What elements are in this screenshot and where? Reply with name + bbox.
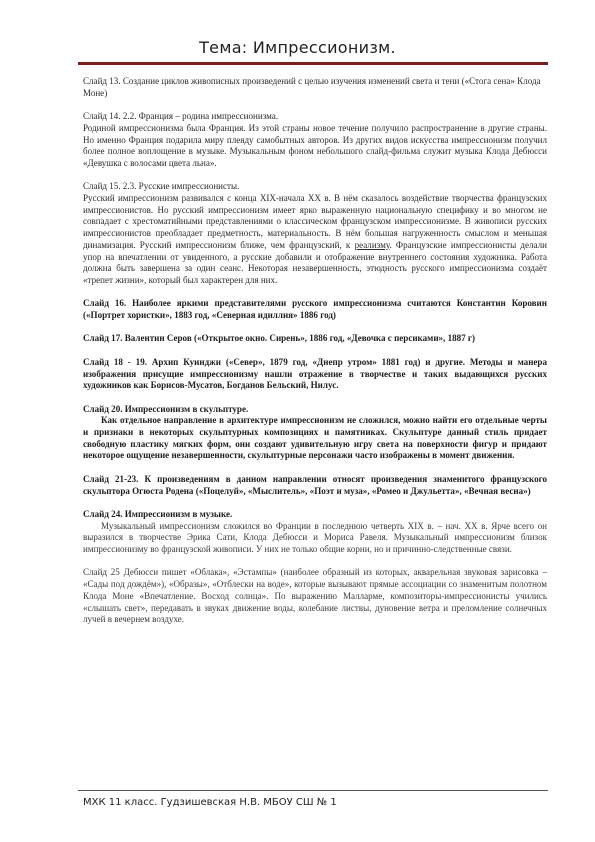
slide-15-body [83, 193, 547, 287]
slide-21-text: Слайд 21-23. К произведениям в данном направлении относят произведения знаменитого французского скульптора Огюста Родена («Поцелуй», «Мыслитель», «Поэт и муза», «Ромео и Джульетта», «Вечная весна») [83, 473, 547, 496]
footer-rule [78, 790, 548, 791]
slide-14-body: Родиной импрессионизма была Франция. Из этой страны новое течение получило распространение в другие страны. Но именно Франция подарила миру плеяду самобытных авторов. Из других видов искусства импрессионизм получил более полное воплощение в музыке. Музыкальным фоном небольшого слайд-фильма служит музыка Клода Дебюсси «Девушка с волосами цвета льна». [83, 122, 547, 168]
slide-15-body-part2: . Французские импрессионисты делали упор на впечатлении от увиденного, а русские добавили и отображение внутреннего состояния художника. Работа должна быть завершена за один сеанс. Некоторая незавершенность, этюдность русского импрессионизма создаёт «трепет жизни», который был характерен для них. [83, 239, 547, 285]
document-body [83, 76, 547, 626]
slide-16-text: Слайд 16. Наиболее яркими представителями русского импрессионизма считаются Константин Коровин («Портрет хористки», 1883 год, «Северная идиллия» 1886 год) [83, 298, 547, 321]
realism-link[interactable]: реализму [354, 239, 390, 250]
slide-13-text: Слайд 13. Создание циклов живописных произведений с целью изучения изменений света и тени («Стога сена» Клода Моне) [83, 76, 541, 98]
slide-24-heading: Слайд 24. Импрессионизм в музыке. [83, 508, 233, 519]
slide-15-heading: Слайд 15. 2.3. Русские импрессионисты. [83, 181, 240, 192]
slide-25-text: Слайд 25 Дебюсси пишет «Облака», «Эстампы» (наиболее образный из которых, акварельная звуковая зарисовка – «Сады под дождём»), «Образы», «Отблески на воде», которые вызывают прямые ассоциации со знаменитым полотном Клода Моне «Впечатление. Восход солнца». По выражению Малларме, композиторы-импрессионисты учились «слышать свет», передавать в звуках движение воды, колебание листвы, дуновение ветра и преломление солнечных лучей в вечернем воздухе. [83, 567, 547, 625]
page-title: Тема: Импрессионизм. [199, 38, 396, 57]
slide-14-heading: Слайд 14. 2.2. Франция – родина импрессионизма. [83, 111, 279, 122]
slide-17-text: Слайд 17. Валентин Серов («Открытое окно. Сирень», 1886 год, «Девочка с персиками», 1887 г) [83, 333, 476, 344]
slide-18-text: Слайд 18 - 19. Архип Куинджи («Север», 1879 год, «Днепр утром» 1881 год) и другие. Методы и манера изображения присущие импрессионизму нашли отражение в творчестве и таких выдающихся русских художников как Борисов-Мусатов, Богданов Бельский, Нилус. [83, 356, 547, 391]
slide-24-body: Музыкальный импрессионизм сложился во Франции в последнюю четверть XIX в. – нач. XX в. Ярче всего он выразился в творчестве Эрика Сати, Клода Дебюсси и Мориса Равеля. Музыкальный импрессионизм близок импрессионизму во французской живописи. У них не только общие корни, но и причинно-следственные связи. [83, 520, 547, 554]
footer-text: МХК 11 класс. Гудзишевская Н.В. МБОУ СШ № 1 [83, 797, 337, 808]
slide-15-body-part1: Русский импрессионизм развивался с конца XIX-начала XX в. В нём сказалось воздействие творчества французских импрессионистов. Но русский импрессионизм имеет ярко выраженную национальную специфику и во многом не совпадает с хрестоматийными представлениями о классическом французском импрессионизме. В живописи русских импрессионистов преобладает предметность, материальность. В нём большая нагруженность смыслом и меньшая динамизация. Русский импрессионизм ближе, чем французский, к [83, 193, 547, 250]
header-rule [78, 62, 548, 65]
slide-20-body: Как отдельное направление в архитектуре импрессионизм не сложился, можно найти его отдельные черты и признаки в некоторых скульптурных композициях и памятниках. Скульптуре данный стиль придает свободную пластику мягких форм, они создают удивительную игру света на поверхности фигур и придают некоторое ощущение незавершенности, скульптурные персонажи часто изображены в момент движения. [83, 415, 547, 461]
slide-20-heading: Слайд 20. Импрессионизм в скульптуре. [83, 403, 249, 414]
